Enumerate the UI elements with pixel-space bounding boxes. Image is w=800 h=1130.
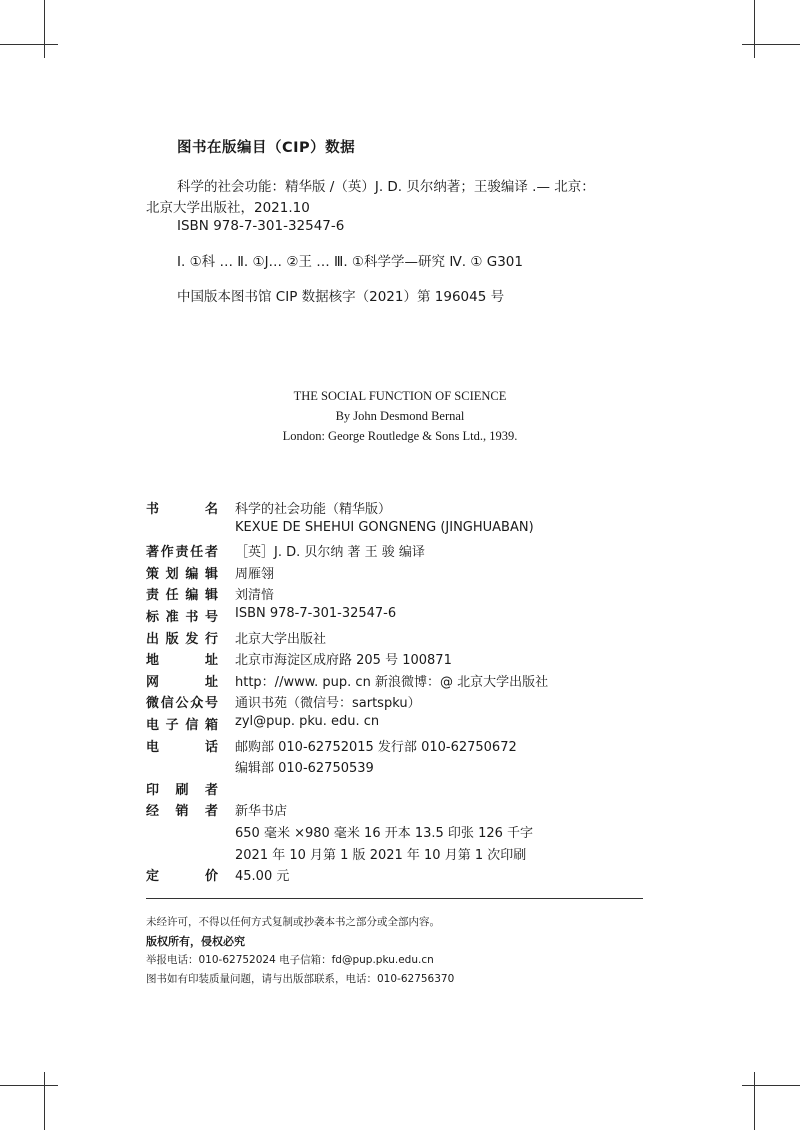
crop-mark (742, 1085, 800, 1086)
report-contact: 举报电话：010-62752024 电子信箱：fd@pup.pku.edu.cn (146, 954, 434, 966)
cip-record-number: 中国版本图书馆 CIP 数据核字（2021）第 196045 号 (177, 289, 505, 305)
info-value: 650 毫米 ×980 毫米 16 开本 13.5 印张 126 千字 (235, 826, 534, 841)
info-label: 出版发行 (146, 631, 218, 647)
cip-line: 科学的社会功能：精华版 /（英）J. D. 贝尔纳著；王骏编译 .— 北京： (177, 179, 595, 195)
crop-mark (44, 0, 45, 58)
info-label: 著作责任者 (146, 545, 218, 561)
cip-isbn: ISBN 978-7-301-32547-6 (177, 218, 345, 234)
info-label: 电子信箱 (146, 718, 218, 733)
original-author: By John Desmond Bernal (335, 409, 465, 423)
info-value: http：//www. pup. cn 新浪微博：@ 北京大学出版社 (235, 674, 549, 690)
cip-title: 图书在版编目（CIP）数据 (177, 140, 356, 156)
crop-mark (754, 0, 755, 58)
info-label: 电 话 (146, 739, 218, 755)
cip-classification: Ⅰ. ①科 … Ⅱ. ①J… ②王 … Ⅲ. ①科学学—研究 Ⅳ. ① G301 (177, 254, 523, 270)
info-value: ［英］J. D. 贝尔纳 著 王 骏 编译 (235, 545, 425, 561)
info-label: 微信公众号 (146, 696, 218, 712)
info-label: 标准书号 (146, 610, 218, 625)
info-value: 编辑部 010-62750539 (235, 761, 374, 777)
info-value: 周雁翎 (235, 566, 275, 582)
info-value: 新华书店 (235, 804, 288, 820)
original-publisher: London: George Routledge & Sons Ltd., 1939. (282, 429, 518, 443)
info-label: 网 址 (146, 674, 218, 690)
info-label: 策划编辑 (146, 566, 218, 582)
divider (146, 898, 643, 899)
info-value: zyl@pup. pku. edu. cn (235, 714, 380, 729)
info-value: KEXUE DE SHEHUI GONGNENG (JINGHUABAN) (235, 519, 534, 535)
crop-mark (0, 1085, 58, 1086)
info-label: 定 价 (146, 869, 218, 885)
info-label: 责任编辑 (146, 588, 218, 604)
info-value: 北京市海淀区成府路 205 号 100871 (235, 653, 452, 669)
crop-mark (754, 1072, 755, 1130)
info-value: 45.00 元 (235, 869, 290, 885)
info-value: 通识书苑（微信号：sartspku） (235, 696, 421, 712)
info-value: 邮购部 010-62752015 发行部 010-62750672 (235, 739, 517, 755)
info-label: 书 名 (146, 502, 218, 517)
cip-line: 北京大学出版社，2021.10 (146, 200, 310, 216)
info-label: 经 销 者 (146, 804, 218, 820)
info-value: 2021 年 10 月第 1 版 2021 年 10 月第 1 次印刷 (235, 847, 527, 863)
original-title: THE SOCIAL FUNCTION OF SCIENCE (293, 389, 507, 403)
crop-mark (0, 44, 58, 45)
info-label: 地 址 (146, 653, 218, 669)
copyright-notice: 未经许可，不得以任何方式复制或抄袭本书之部分或全部内容。 (146, 916, 440, 928)
rights-reserved: 版权所有，侵权必究 (146, 935, 245, 948)
info-value: ISBN 978-7-301-32547-6 (235, 606, 397, 621)
info-value: 科学的社会功能（精华版） (235, 502, 392, 517)
crop-mark (742, 44, 800, 45)
info-value: 刘清愔 (235, 588, 275, 604)
quality-contact: 图书如有印装质量问题，请与出版部联系，电话：010-62756370 (146, 973, 455, 985)
info-value: 北京大学出版社 (235, 631, 327, 647)
crop-mark (44, 1072, 45, 1130)
info-label: 印 刷 者 (146, 782, 218, 798)
